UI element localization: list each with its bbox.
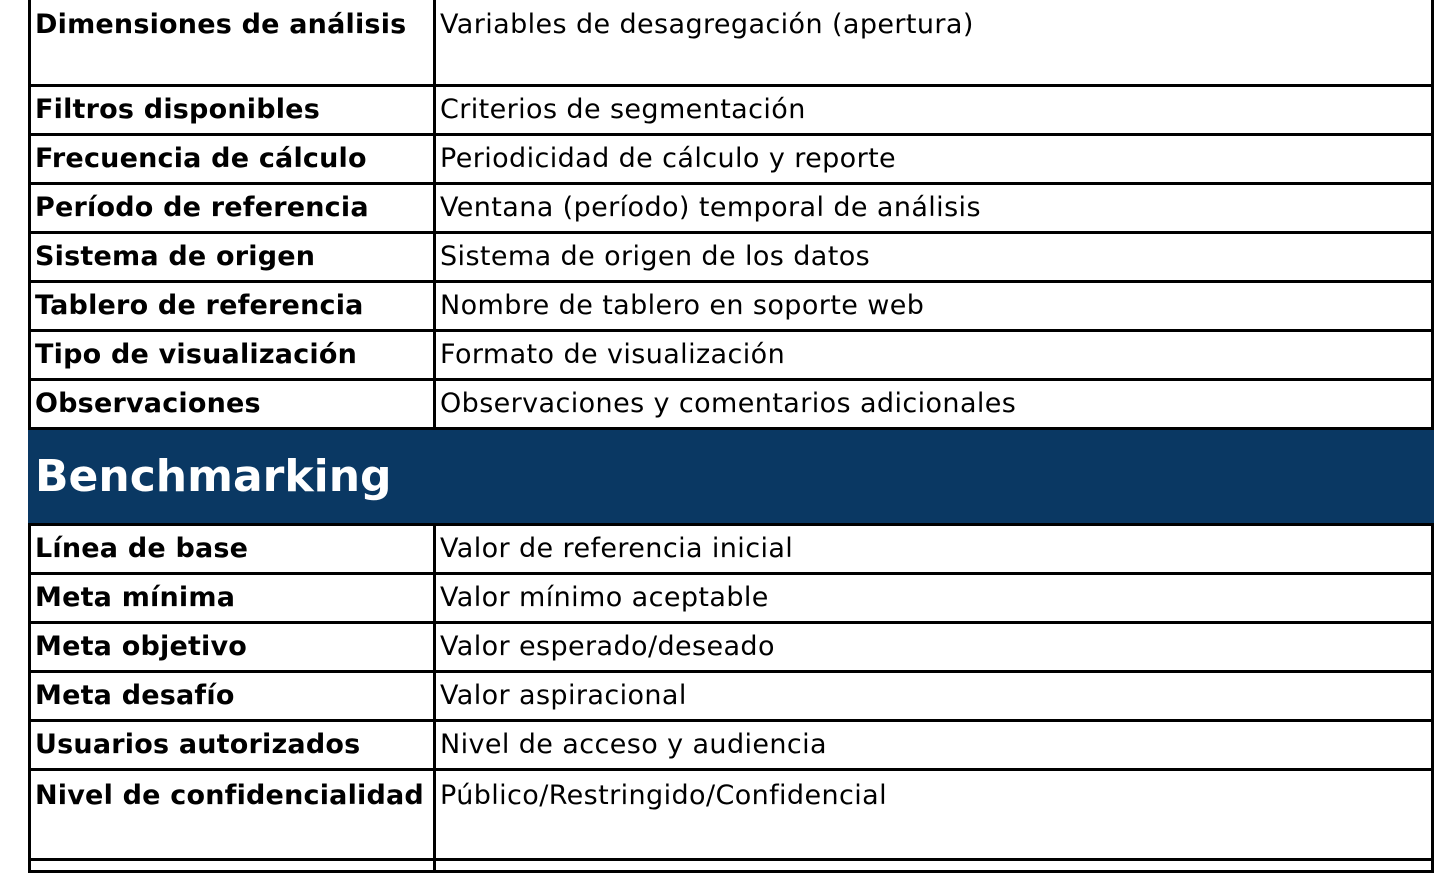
table-row bbox=[30, 623, 1433, 672]
row-value: Ventana (período) temporal de análisis bbox=[435, 184, 1433, 233]
table-row bbox=[30, 574, 1433, 623]
row-value: Valor mínimo aceptable bbox=[435, 574, 1433, 623]
row-label: Filtros disponibles bbox=[30, 86, 435, 135]
row-value: Periodicidad de cálculo y reporte bbox=[435, 135, 1433, 184]
table-row bbox=[30, 721, 1433, 770]
row-label: Sistema de origen bbox=[30, 233, 435, 282]
row-value: Variables de desagregación (apertura) bbox=[435, 0, 1433, 86]
table-row bbox=[30, 135, 1433, 184]
table-row bbox=[30, 380, 1433, 429]
row-value: Público/Restringido/Confidencial bbox=[435, 770, 1433, 860]
row-value: Valor aspiracional bbox=[435, 672, 1433, 721]
row-value: Nombre de tablero en soporte web bbox=[435, 282, 1433, 331]
row-label: Usuarios autorizados bbox=[30, 721, 435, 770]
row-label: Observaciones bbox=[30, 380, 435, 429]
table-row bbox=[30, 331, 1433, 380]
indicator-sheet-table bbox=[28, 0, 1434, 873]
row-value-empty bbox=[435, 860, 1433, 872]
row-label: Período de referencia bbox=[30, 184, 435, 233]
table-row bbox=[30, 282, 1433, 331]
table-row bbox=[30, 233, 1433, 282]
row-label: Dimensiones de análisis bbox=[30, 0, 435, 86]
row-label: Frecuencia de cálculo bbox=[30, 135, 435, 184]
row-value: Valor de referencia inicial bbox=[435, 525, 1433, 574]
table-row bbox=[30, 525, 1433, 574]
row-label: Meta desafío bbox=[30, 672, 435, 721]
row-value: Valor esperado/deseado bbox=[435, 623, 1433, 672]
section-title: Benchmarking bbox=[30, 429, 1433, 525]
row-label: Línea de base bbox=[30, 525, 435, 574]
row-value: Observaciones y comentarios adicionales bbox=[435, 380, 1433, 429]
table-row-partial bbox=[30, 860, 1433, 872]
table-row bbox=[30, 770, 1433, 860]
table-row bbox=[30, 672, 1433, 721]
row-label: Meta objetivo bbox=[30, 623, 435, 672]
row-label: Tablero de referencia bbox=[30, 282, 435, 331]
row-value: Nivel de acceso y audiencia bbox=[435, 721, 1433, 770]
row-label: Nivel de confidencialidad bbox=[30, 770, 435, 860]
row-value: Criterios de segmentación bbox=[435, 86, 1433, 135]
row-label: Meta mínima bbox=[30, 574, 435, 623]
section-header-row bbox=[30, 429, 1433, 525]
row-value: Formato de visualización bbox=[435, 331, 1433, 380]
row-label: Tipo de visualización bbox=[30, 331, 435, 380]
row-value: Sistema de origen de los datos bbox=[435, 233, 1433, 282]
row-label-empty bbox=[30, 860, 435, 872]
table-row bbox=[30, 184, 1433, 233]
table-row bbox=[30, 0, 1433, 86]
table-row bbox=[30, 86, 1433, 135]
